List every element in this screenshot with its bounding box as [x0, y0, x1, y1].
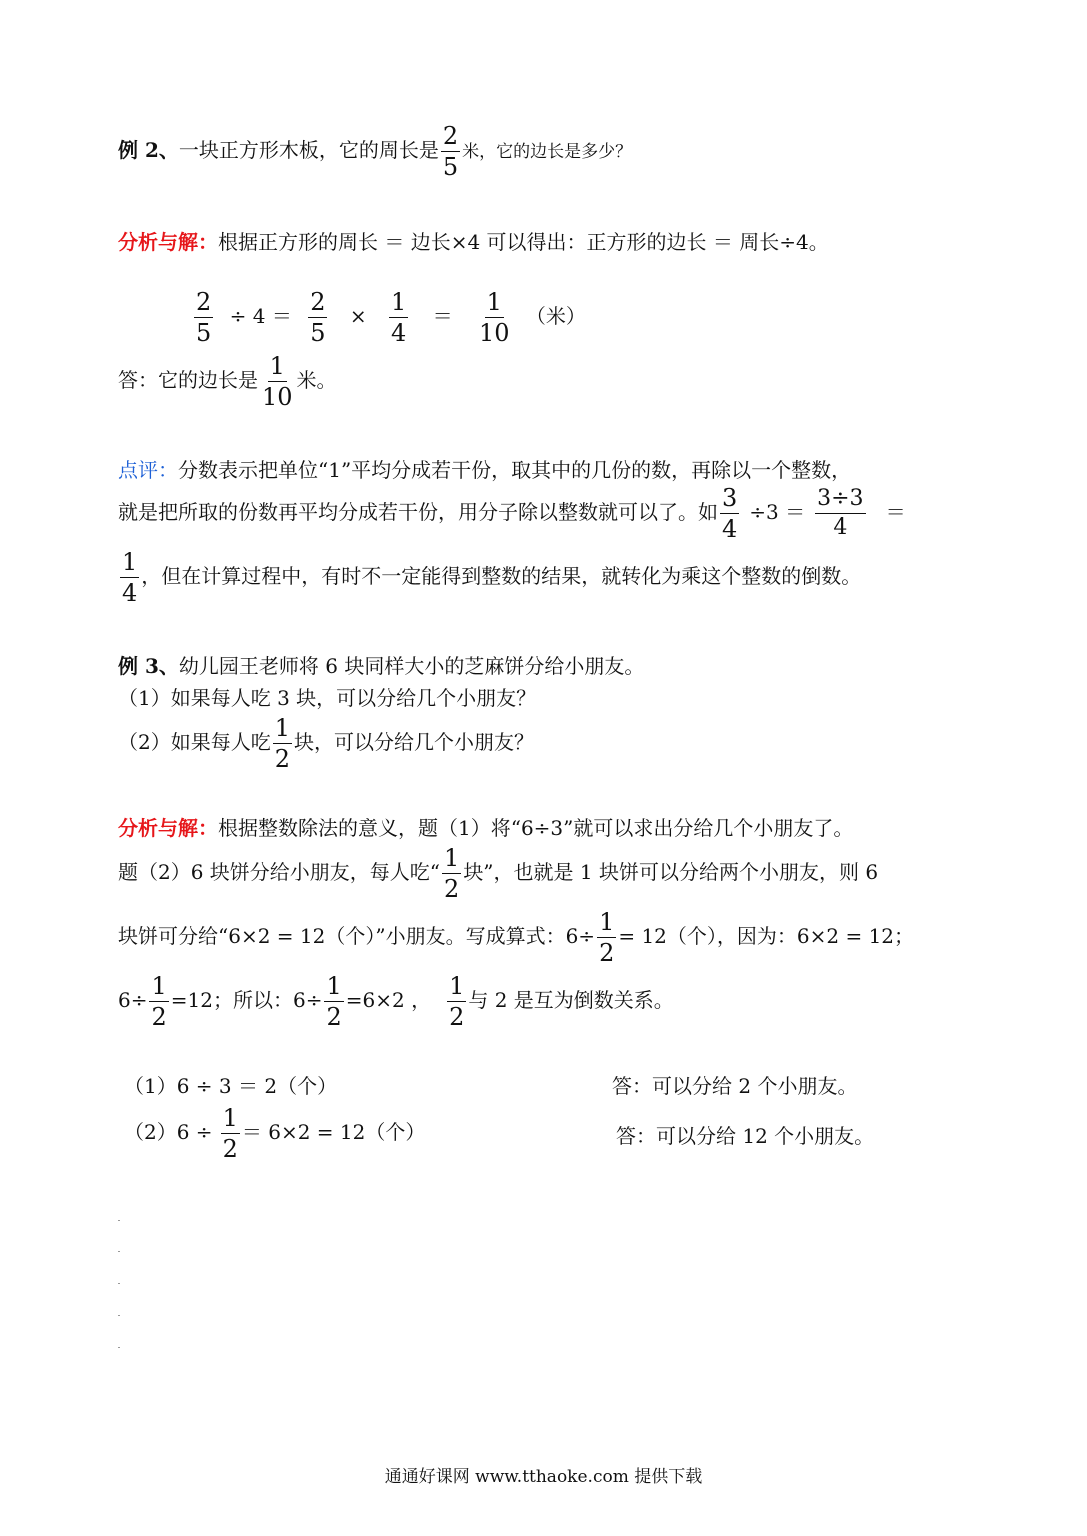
fraction: $\frac{2}{5}$ — [310, 288, 326, 347]
analysis-3-line-4 — [118, 974, 674, 1029]
analysis-3-line-3 — [118, 910, 914, 965]
example-2-text: 一块正方形木板，它的周长是 — [178, 138, 439, 162]
fraction: $\frac{1}{2}$ — [222, 1104, 238, 1163]
analysis-text: 与 2 是互为倒数关系。 — [468, 988, 674, 1012]
example-3-label: 例 3、 — [118, 654, 179, 678]
comment-line-2 — [118, 486, 906, 541]
analysis-label: 分析与解： — [118, 816, 218, 840]
operator: ÷3 ＝ — [749, 500, 806, 524]
analysis-text: 题（2）6 块饼分给小朋友，每人吃“ — [118, 860, 441, 884]
calculation-2 — [192, 290, 586, 345]
fraction: $\frac{3\div 3}{4}$ — [817, 486, 864, 540]
analysis-text: 根据整数除法的意义，题（1）将“6÷3”就可以求出分给几个小朋友了。 — [218, 816, 854, 840]
analysis-label: 分析与解： — [118, 230, 218, 254]
fraction: $\frac{1}{2}$ — [151, 972, 167, 1031]
operator: × — [349, 304, 367, 328]
page-footer: 通通好课网 www.tthaoke.com 提供下载 — [384, 1467, 703, 1487]
fraction: $\frac{1}{2}$ — [326, 972, 342, 1031]
example-2-label: 例 2、 — [118, 138, 179, 162]
solution-1: （1）6 ÷ 3 ＝ 2（个） — [124, 1074, 338, 1098]
example-3-q2 — [118, 716, 534, 771]
answer-text-end: 米。 — [296, 368, 337, 392]
margin-dot — [118, 1283, 120, 1284]
comment-line-1 — [118, 454, 851, 483]
solution-text: ＝ 6×2 = 12（个） — [241, 1120, 426, 1144]
fraction: $\frac{1}{4}$ — [390, 288, 407, 347]
comment-text: 就是把所取的份数再平均分成若干份，用分子除以整数就可以了。如 — [118, 500, 718, 524]
margin-dot — [118, 1220, 120, 1221]
analysis-3-line-1 — [118, 812, 853, 841]
example-2-question — [118, 124, 632, 179]
fraction: $\frac{2}{5}$ — [442, 122, 459, 181]
analysis-text: 块”，也就是 1 块饼可以分给两个小朋友，则 6 — [463, 860, 879, 884]
fraction: $\frac{1}{10}$ — [262, 352, 293, 411]
example-3-text: 幼儿园王老师将 6 块同样大小的芝麻饼分给小朋友。 — [178, 654, 645, 678]
comment-label: 点评： — [118, 458, 178, 482]
operator: ＝ — [885, 500, 906, 524]
example-3-q1: （1）如果每人吃 3 块，可以分给几个小朋友？ — [118, 686, 537, 710]
answer-text: 答：它的边长是 — [118, 368, 258, 392]
analysis-text: 根据正方形的周长 ＝ 边长×4 可以得出：正方形的边长 ＝ 周长÷4。 — [218, 230, 829, 254]
fraction: $\frac{2}{5}$ — [196, 288, 212, 347]
fraction: $\frac{1}{2}$ — [599, 908, 615, 967]
operator: ÷ 4 ＝ — [229, 304, 292, 328]
fraction: $\frac{1}{2}$ — [444, 844, 460, 903]
answer-1: 答：可以分给 2 个小朋友。 — [612, 1074, 858, 1098]
margin-dot — [118, 1347, 120, 1348]
solution-text: （2）6 ÷ — [124, 1120, 213, 1144]
answer-2 — [118, 354, 337, 409]
fraction: $\frac{3}{4}$ — [722, 484, 738, 543]
fraction: $\frac{1}{2}$ — [449, 972, 465, 1031]
comment-text: ，但在计算过程中，有时不一定能得到整数的结果，就转化为乘这个整数的倒数。 — [141, 564, 862, 588]
analysis-text: 块饼可分给“6×2 = 12（个）”小朋友。写成算式：6÷ — [118, 924, 596, 948]
analysis-text: =6×2 ， — [345, 988, 432, 1012]
analysis-2 — [118, 226, 829, 255]
example-3-question — [118, 650, 644, 679]
analysis-3-line-2 — [118, 846, 878, 901]
fraction: $\frac{1}{4}$ — [122, 548, 138, 607]
example-2-text-end: 米，它的边长是多少？ — [462, 142, 633, 162]
analysis-text: 6÷ — [118, 988, 148, 1012]
q2-text-end: 块，可以分给几个小朋友？ — [294, 730, 535, 754]
fraction: $\frac{1}{2}$ — [274, 714, 291, 773]
margin-dot — [118, 1251, 120, 1252]
q2-text: （2）如果每人吃 — [118, 730, 271, 754]
solution-2 — [124, 1106, 425, 1161]
analysis-text: = 12（个），因为：6×2 = 12； — [618, 924, 915, 948]
unit: （米） — [525, 304, 586, 328]
comment-line-3 — [118, 550, 861, 605]
fraction: $\frac{1}{10}$ — [478, 288, 510, 347]
margin-dot — [118, 1315, 120, 1316]
analysis-text: =12；所以：6÷ — [170, 988, 323, 1012]
operator: ＝ — [432, 304, 453, 328]
answer-2-b: 答：可以分给 12 个小朋友。 — [616, 1124, 875, 1148]
comment-text: 分数表示把单位“1”平均分成若干份，取其中的几份的数，再除以一个整数， — [178, 458, 852, 482]
